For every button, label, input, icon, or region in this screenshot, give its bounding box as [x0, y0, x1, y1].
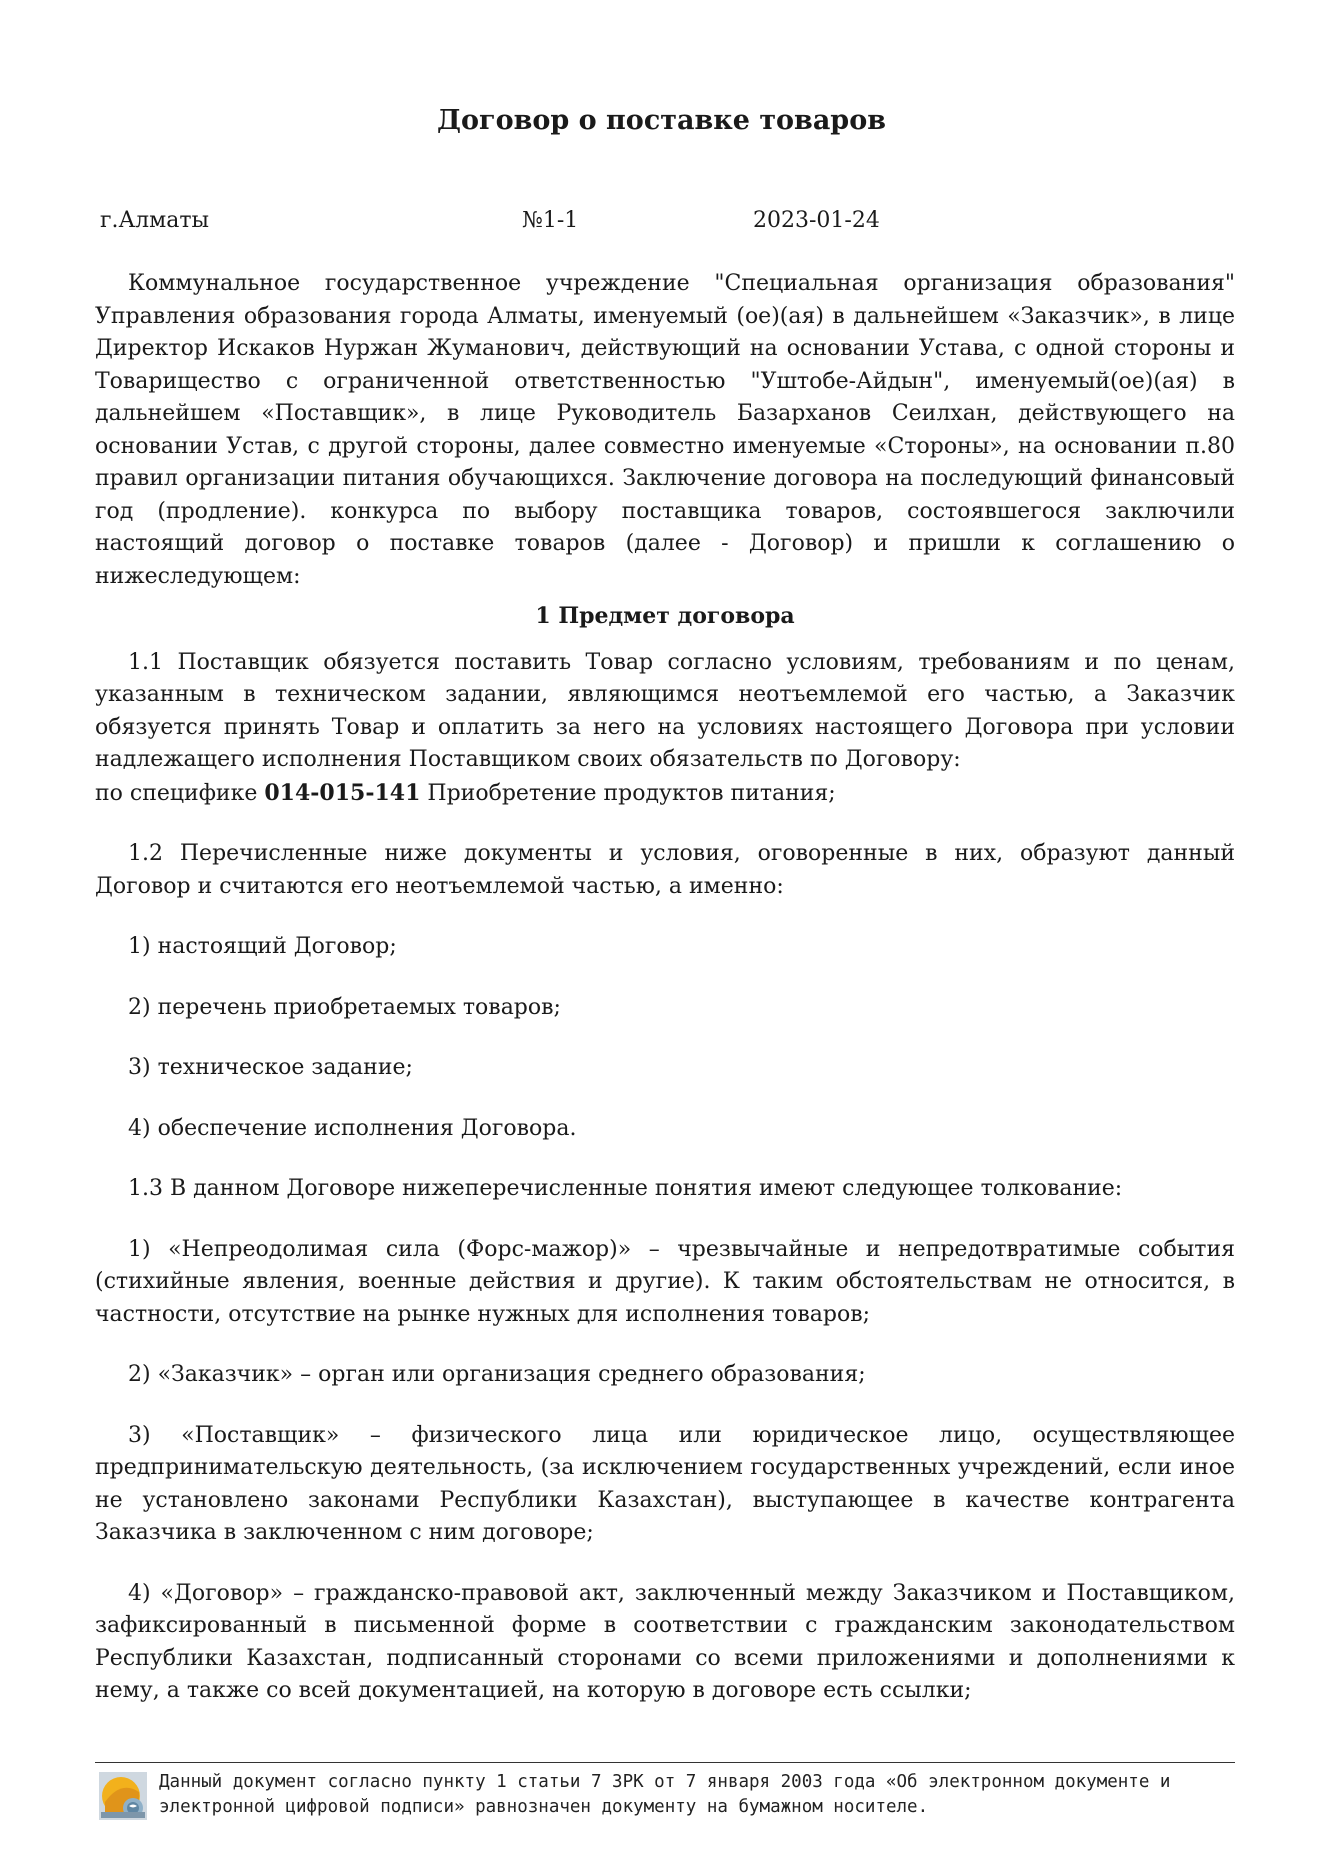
definition-1: 1) «Непреодолимая сила (Форс-мажор)» – чрезвычайные и непредотвратимые события (стихийные явления, военные действия и другие). К таким обстоятельствам не относится, в частности, отсутствие на рынке нужных для исполнения товаров; [95, 1236, 1235, 1327]
footer-notice-line: Данный документ согласно пункту 1 статьи 7 ЗРК от 7 января 2003 года «Об электронном документе и [159, 1772, 1171, 1792]
footer-notice-line: электронной цифровой подписи» равнозначен документу на бумажном носителе. [159, 1797, 929, 1817]
definition-3: 3) «Поставщик» – физического лица или юридическое лицо, осуществляющее предпринимательскую деятельность, (за исключением государственных учреждений, если иное не установлено законами Республики Казахстан), выступающее в качестве контрагента Заказчика в заключенном с ним договоре; [95, 1422, 1235, 1545]
document-number: №1-1 [522, 208, 579, 233]
list-item: 1) настоящий Договор; [128, 934, 397, 959]
document-title: Договор о поставке товаров [437, 105, 886, 136]
e-signature-seal-icon [99, 1772, 147, 1820]
footer-divider [95, 1762, 1235, 1763]
clause-1-2: 1.2 Перечисленные ниже документы и условия, оговоренные в них, образуют данный Договор и считаются его неотъемлемой частью, а именно: [95, 841, 1235, 899]
spec-prefix: по специфике [95, 780, 258, 806]
definition-4: 4) «Договор» – гражданско-правовой акт, заключенный между Заказчиком и Поставщиком, зафиксированный в письменной форме в соответствии с гражданским законодательством Республики Казахстан, подписанный сторонами со всеми приложениями и дополнениями к нему, а также со всей документацией, на которую в договоре есть ссылки; [95, 1580, 1235, 1703]
list-item: 4) обеспечение исполнения Договора. [128, 1115, 577, 1141]
document-date: 2023-01-24 [753, 208, 880, 233]
clause-1-1: 1.1 Поставщик обязуется поставить Товар согласно условиям, требованиям и по ценам, указанным в техническом задании, являющимся неотъемлемой его частью, а Заказчик обязуется принять Товар и оплатить за него на условиях настоящего Договора при условии надлежащего исполнения Поставщиком своих обязательств по Договору: [95, 649, 1235, 772]
list-item: 2) перечень приобретаемых товаров; [128, 994, 561, 1020]
footer [95, 1768, 1235, 1820]
section-title: 1 Предмет договора [535, 603, 795, 629]
definition-2: 2) «Заказчик» – орган или организация среднего образования; [128, 1362, 866, 1387]
intro-paragraph: Коммунальное государственное учреждение "Специальная организация образования" Управления образования города Алматы, именуемый (ое)(ая) в дальнейшем «Заказчик», в лице Директор Искаков Нуржан Жуманович, действующий на основании Устава, с одной стороны и Товарищество с ограниченной ответственностью "Уштобе-Айдын", именуемый(ое)(ая) в дальнейшем «Поставщик», в лице Руководитель Базарханов Сеилхан, действующего на основании Устав, с другой стороны, далее совместно именуемые «Стороны», на основании п.80 правил организации питания обучающихся. Заключение договора на последующий финансовый год (продление). конкурса по выбору поставщика товаров, состоявшегося заключили настоящий договор о поставке товаров (далее - Договор) и пришли к соглашению о нижеследующем: [95, 271, 1235, 589]
footer-notice [159, 1770, 1229, 1820]
document-body [95, 268, 1235, 1708]
document-city: г.Алматы [100, 208, 210, 233]
spec-code: 014-015-141 [264, 779, 421, 806]
list-item: 3) техническое задание; [128, 1055, 413, 1080]
spec-suffix: Приобретение продуктов питания; [427, 780, 836, 806]
clause-1-3: 1.3 В данном Договоре нижеперечисленные понятия имеют следующее толкование: [128, 1176, 1123, 1201]
spec-line [95, 777, 1235, 811]
